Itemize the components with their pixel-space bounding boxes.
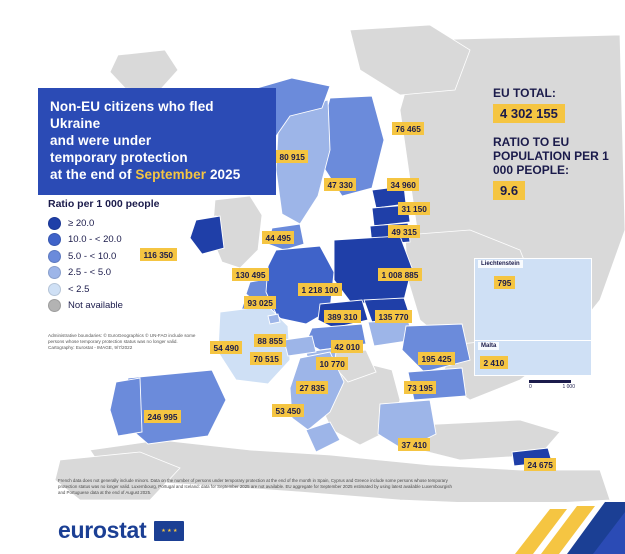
country-value-switzerland: 10 770: [316, 357, 348, 370]
legend-swatch-3: [48, 266, 61, 279]
country-value-italy: 53 450: [272, 404, 304, 417]
country-value-latvia: 31 150: [398, 202, 430, 215]
legend-label-3: 2.5 - < 5.0: [68, 267, 112, 278]
country-value-ireland: 130 495: [232, 268, 269, 281]
country-value-netherlands: 93 025: [244, 296, 276, 309]
scale-max: 1 000: [562, 384, 575, 390]
country-value-slovenia: 27 835: [296, 381, 328, 394]
title-line-4: [50, 166, 264, 183]
legend-label-0: ≥ 20.0: [68, 217, 95, 229]
legend-swatch-2: [48, 250, 61, 263]
legend-item-1: [48, 233, 198, 246]
legend-label-2: 5.0 - < 10.0: [68, 250, 117, 262]
eu-total-value: 4 302 155: [493, 104, 565, 123]
country-value-finland: 47 330: [324, 178, 356, 191]
country-value-iceland: 116 350: [140, 248, 177, 261]
legend-swatch-4: [48, 283, 61, 296]
legend-item-3: [48, 266, 198, 279]
eu-total-label: EU TOTAL:: [493, 86, 556, 100]
country-value-slovakia: 135 770: [375, 310, 412, 323]
country-value-belgium: 88 855: [254, 334, 286, 347]
title-panel: [38, 88, 276, 195]
legend-title: Ratio per 1 000 people: [48, 198, 160, 210]
country-value-france: 70 515: [250, 352, 282, 365]
legend-swatch-1: [48, 233, 61, 246]
legend-item-4: [48, 283, 198, 296]
country-value-lithuania: 49 315: [388, 225, 420, 238]
inset-malta-value: 2 410: [480, 356, 508, 369]
eurostat-logo: [58, 517, 184, 544]
country-value-germany: 1 218 100: [298, 283, 342, 296]
eurostat-wordmark: eurostat: [58, 517, 147, 543]
title-line-3: temporary protection: [50, 150, 188, 165]
title-line-1: Non-EU citizens who fled Ukraine: [50, 99, 214, 131]
country-value-austria: 42 010: [331, 340, 363, 353]
country-value-spain: 246 995: [144, 410, 181, 423]
legend-swatch-0: [48, 217, 61, 230]
legend-note: Administrative boundaries: © EuroGeographics © UN-FAO include some persons whose temporary protection status was no longer valid. Cartography: Eurostat - IMAGE, 9/7/2022: [48, 333, 196, 351]
title-line-4-suffix: 2025: [206, 167, 241, 182]
country-value-czechia: 389 310: [324, 310, 361, 323]
country-value-portugal: 54 490: [210, 341, 242, 354]
title-line-4-prefix: at the end of: [50, 167, 136, 182]
eu-flag-icon: ★ ★ ★: [154, 521, 184, 541]
country-value-cyprus: 24 675: [524, 458, 556, 471]
country-value-sweden: 80 915: [276, 150, 308, 163]
country-value-estonia: 34 960: [387, 178, 419, 191]
legend-item-0: [48, 217, 198, 230]
country-value-denmark: 44 495: [262, 231, 294, 244]
country-value-norway: 76 465: [392, 122, 424, 135]
country-value-bulgaria: 73 195: [404, 381, 436, 394]
scale-min: 0: [529, 384, 532, 390]
inset-liechtenstein-title: Liechtenstein: [478, 260, 523, 268]
title-month-highlight: September: [135, 167, 207, 182]
inset-malta-title: Malta: [478, 342, 499, 350]
title-line-2: and were under: [50, 133, 152, 148]
legend-item-5: [48, 299, 198, 312]
eu-ratio-label: RATIO TO EU POPULATION PER 1 000 PEOPLE:: [493, 135, 609, 177]
inset-liechtenstein-value: 795: [494, 276, 515, 289]
country-value-romania: 195 425: [418, 352, 455, 365]
eu-ratio-value: 9.6: [493, 181, 525, 200]
legend-label-5: Not available: [68, 300, 123, 311]
country-value-poland: 1 008 885: [378, 268, 422, 281]
legend-swatch-5: [48, 299, 61, 312]
country-value-greece: 37 410: [398, 438, 430, 451]
scale-bar: [529, 380, 577, 390]
summary-panel: [493, 86, 611, 212]
scale-bar-line: [529, 380, 571, 383]
inset-liechtenstein: [474, 258, 592, 342]
legend-label-1: 10.0 - < 20.0: [68, 234, 122, 245]
decorative-chevrons: [455, 454, 625, 554]
legend-label-4: < 2.5: [68, 283, 90, 295]
footnotes: French data does not generally include minors. Data on the number of persons under temporary protection at the end of the month in Spain, Cyprus and Greece include some persons whose temporary protection status was no longer valid. Luxembourg, Portugal and Iceland: data for September 2025 are not available. EU aggregate for September 2025 estimated by using latest available Luxembourgish and Portuguese data at the end of August 2025.: [58, 478, 452, 495]
